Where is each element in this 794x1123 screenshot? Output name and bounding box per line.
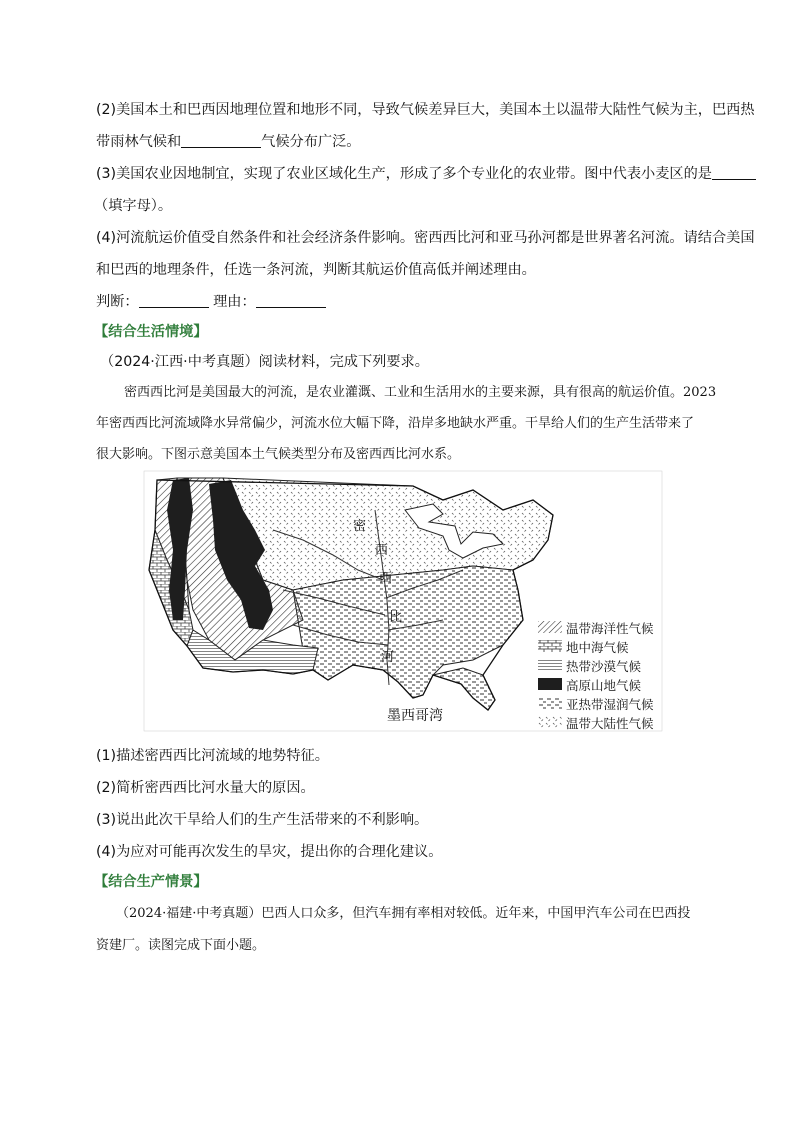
question-3-line-1 (96, 164, 756, 184)
section-2-material-line-2: 资建厂。读图完成下面小题。 (96, 938, 266, 953)
question-3-text: (3)美国农业因地制宜，实现了农业区域化生产，形成了多个专业化的农业带。图中代表小麦区的是 (96, 166, 712, 182)
question-2-line-2 (96, 132, 360, 152)
material-line-1: 密西西比河是美国最大的河流，是农业灌溉、工业和生活用水的主要来源，具有很高的航运价值。2023 (124, 385, 717, 400)
section-tag-production: 【结合生产情景】 (94, 874, 208, 890)
answer-line (96, 292, 326, 312)
gulf-label: 墨西哥湾 (387, 708, 443, 724)
question-2-line-1: (2)美国本土和巴西因地理位置和地形不同，导致气候差异巨大，美国本土以温带大陆性气候为主，巴西热 (96, 102, 755, 118)
legend-swatch-tropical-desert (538, 659, 562, 671)
answer-blank (181, 133, 261, 148)
material-line-2: 年密西西比河流域降水异常偏少，河流水位大幅下降，沿岸多地缺水严重。干旱给人们的生产生活带来了 (96, 416, 695, 431)
legend-swatch-mediterranean (538, 640, 562, 652)
reason-blank (256, 293, 326, 308)
river-char: 西 (379, 571, 393, 586)
legend-label: 亚热带湿润气候 (566, 697, 654, 712)
river-char: 比 (389, 610, 403, 625)
legend-label: 高原山地气候 (566, 678, 642, 693)
section-1-intro: （2024·江西·中考真题）阅读材料，完成下列要求。 (100, 354, 429, 370)
legend-label: 温带海洋性气候 (566, 621, 654, 636)
question-3: (3)说出此次干旱给人们的生产生活带来的不利影响。 (96, 812, 429, 828)
question-4-line-1: (4)河流航运价值受自然条件和社会经济条件影响。密西西比河和亚马孙河都是世界著名河流。请结合美国 (96, 230, 755, 246)
river-char: 河 (381, 650, 395, 665)
legend-label: 温带大陆性气候 (566, 716, 654, 731)
judge-blank (139, 293, 209, 308)
question-2: (2)简析密西西比河水量大的原因。 (96, 780, 315, 796)
question-1: (1)描述密西西比河流域的地势特征。 (96, 748, 329, 764)
question-4-line-2: 和巴西的地理条件，任选一条河流，判断其航运价值高低并阐述理由。 (96, 262, 536, 278)
river-char: 密 (353, 519, 367, 534)
legend-swatch-temperate-continental (538, 716, 562, 728)
question-3-line-2: （填字母）。 (94, 198, 173, 214)
section-2-material-line-1: （2024·福建·中考真题）巴西人口众多，但汽车拥有率相对较低。近年来，中国甲汽车公司在巴西投 (116, 906, 691, 921)
river-char: 西 (375, 543, 389, 558)
answer-blank (712, 165, 756, 180)
legend-label: 热带沙漠气候 (566, 659, 642, 674)
section-tag-life: 【结合生活情境】 (94, 324, 208, 340)
material-line-3: 很大影响。下图示意美国本土气候类型分布及密西西比河水系。 (96, 447, 461, 462)
legend-label: 地中海气候 (566, 640, 629, 655)
legend-swatch-subtropical-humid (538, 697, 562, 709)
question-2-text-a: 带雨林气候和 (96, 134, 182, 150)
legend-swatch-temperate-maritime (538, 621, 562, 633)
question-2-text-b: 气候分布广泛。 (261, 134, 361, 150)
reason-label: 理由： (213, 294, 256, 310)
legend-swatch-highland (538, 678, 562, 690)
question-4: (4)为应对可能再次发生的旱灾，提出你的合理化建议。 (96, 844, 443, 860)
judge-label: 判断： (96, 294, 139, 310)
